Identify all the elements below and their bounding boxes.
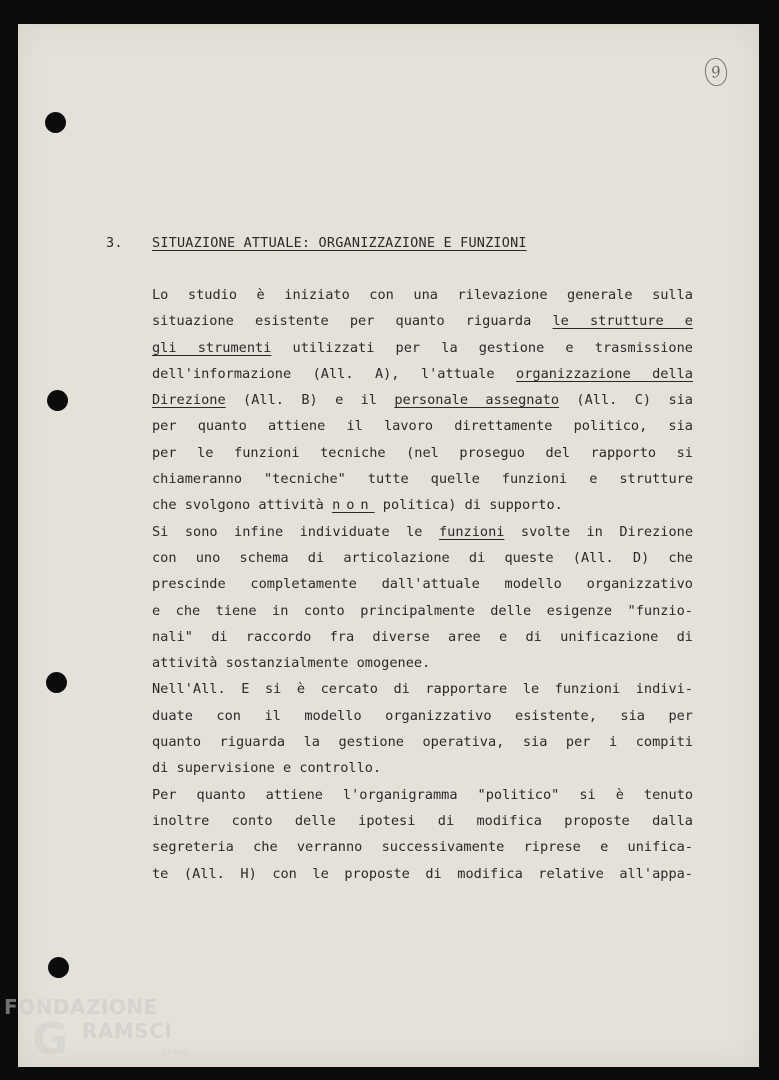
text-line	[152, 755, 693, 781]
text-line	[152, 861, 693, 887]
text-line	[152, 834, 693, 860]
text-span: e che tiene in conto principalmente delle esigenze "funzio-	[152, 602, 693, 619]
underlined-text: funzioni	[438, 523, 505, 540]
text-span: Per quanto attiene l'organigramma "politico" si è tenuto	[152, 786, 693, 803]
watermark-line2: RAMSCI	[82, 1019, 173, 1043]
text-span: attività sostanzialmente omogenee.	[152, 655, 431, 672]
text-line	[152, 650, 693, 676]
text-line	[152, 387, 693, 413]
watermark-line3: onlus	[161, 1047, 188, 1058]
text-line	[152, 676, 693, 702]
section-number: 3.	[106, 235, 123, 251]
text-line	[152, 492, 693, 518]
underlined-spaced-text: non	[332, 497, 375, 514]
underlined-text: Direzione	[152, 392, 226, 409]
section-title: SITUAZIONE ATTUALE: ORGANIZZAZIONE E FUNZIONI	[152, 235, 527, 251]
text-line	[152, 308, 693, 334]
text-line	[152, 335, 693, 361]
text-span: (All. B) e il	[225, 392, 395, 409]
text-line	[152, 729, 693, 755]
text-span: che svolgono attività	[152, 497, 333, 514]
text-span: (All. C) sia	[559, 392, 693, 409]
text-span: svolte in Direzione	[504, 523, 693, 540]
watermark-line1: FONDAZIONE	[4, 995, 158, 1019]
punch-hole-1	[45, 112, 66, 133]
text-line	[152, 703, 693, 729]
text-line	[152, 282, 693, 308]
text-span: te (All. H) con le proposte di modifica relative all'appa-	[152, 865, 693, 882]
text-span: con uno schema di articolazione di queste (All. D) che	[152, 549, 693, 566]
underlined-text: organizzazione della	[516, 365, 693, 382]
text-span: Nell'All. E si è cercato di rapportare le funzioni indivi-	[152, 681, 693, 698]
text-span: utilizzati per la gestione e trasmissione	[271, 339, 693, 356]
text-span: dell'informazione (All. A), l'attuale	[152, 365, 517, 382]
fondazione-gramsci-watermark-logo	[4, 995, 194, 1075]
text-line	[152, 571, 693, 597]
text-line	[152, 413, 693, 439]
text-span: chiameranno "tecniche" tutte quelle funzioni e strutture	[152, 471, 693, 488]
text-line	[152, 598, 693, 624]
text-span: per quanto attiene il lavoro direttamente politico, sia	[152, 418, 693, 435]
text-span: per le funzioni tecniche (nel proseguo del rapporto si	[152, 444, 693, 461]
text-line	[152, 519, 693, 545]
punch-hole-4	[48, 957, 69, 978]
text-line	[152, 466, 693, 492]
text-line	[152, 782, 693, 808]
text-span: nali" di raccordo fra diverse aree e di unificazione di	[152, 628, 693, 645]
text-span: Si sono infine individuate le	[152, 523, 439, 540]
text-span: Lo studio è iniziato con una rilevazione generale sulla	[152, 287, 693, 303]
section-heading	[106, 235, 527, 251]
text-span: politica) di supporto.	[374, 497, 563, 514]
text-line	[152, 808, 693, 834]
text-line	[152, 624, 693, 650]
text-span: inoltre conto delle ipotesi di modifica proposte dalla	[152, 812, 693, 829]
text-span: di supervisione e controllo.	[152, 760, 382, 777]
text-span: duate con il modello organizzativo esistente, sia per	[152, 707, 693, 724]
underlined-text: personale assegnato	[394, 392, 560, 409]
text-line	[152, 545, 693, 571]
text-span: prescinde completamente dall'attuale modello organizzativo	[152, 576, 693, 593]
text-span: segreteria che verranno successivamente riprese e unifica-	[152, 839, 693, 856]
punch-hole-2	[47, 390, 68, 411]
handwritten-page-number: 9	[702, 56, 729, 88]
text-span: quanto riguarda la gestione operativa, sia per i compiti	[152, 734, 693, 751]
punch-hole-3	[46, 672, 67, 693]
text-line	[152, 440, 693, 466]
watermark-g: G	[32, 1014, 69, 1065]
underlined-text: le strutture e	[552, 313, 693, 330]
body-paragraphs	[152, 282, 693, 887]
document-page	[18, 24, 759, 1067]
text-span: situazione esistente per quanto riguarda	[152, 313, 553, 330]
text-line	[152, 361, 693, 387]
underlined-text: gli strumenti	[152, 339, 272, 356]
